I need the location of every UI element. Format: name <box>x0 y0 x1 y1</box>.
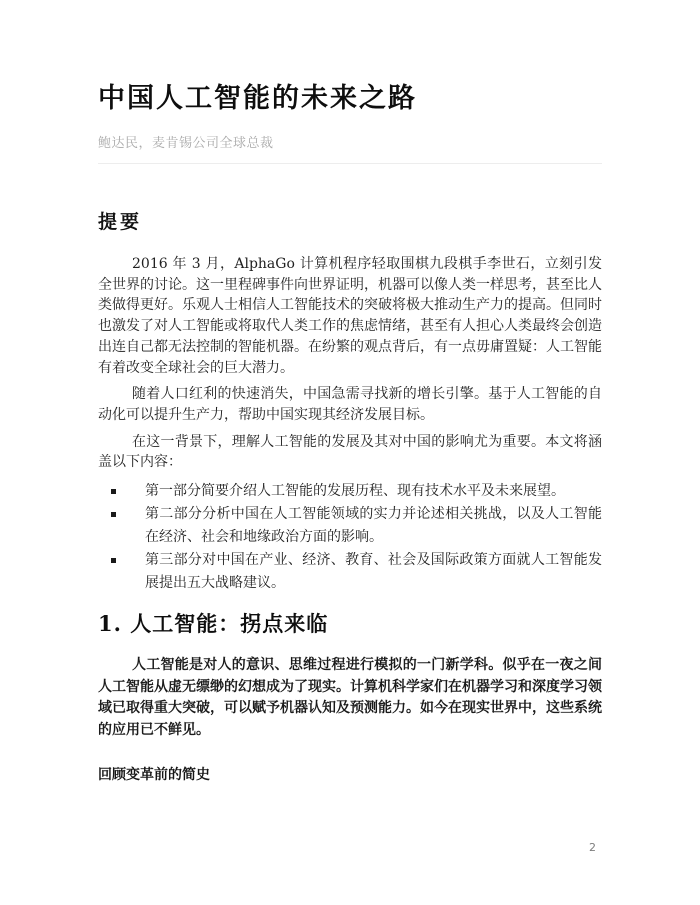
bullet-text: 第二部分分析中国在人工智能领域的实力并论述相关挑战，以及人工智能在经济、社会和地缘政治方面的影响。 <box>145 506 602 546</box>
page-content <box>98 0 602 784</box>
section-1-subheading: 回顾变革前的简史 <box>98 767 210 784</box>
bullet-square-icon <box>111 558 116 563</box>
page-number: 2 <box>589 841 596 854</box>
abstract-bullet-list <box>98 480 602 595</box>
list-item <box>98 549 602 595</box>
abstract-paragraph-3: 在这一背景下，理解人工智能的发展及其对中国的影响尤为重要。本文将涵盖以下内容： <box>98 433 602 471</box>
bullet-text: 第一部分简要介绍人工智能的发展历程、现有技术水平及未来展望。 <box>145 483 565 500</box>
bullet-text: 第三部分对中国在产业、经济、教育、社会及国际政策方面就人工智能发展提出五大战略建议。 <box>145 552 602 592</box>
page-title: 中国人工智能的未来之路 <box>98 83 417 114</box>
abstract-paragraph-1: 2016 年 3 月，AlphaGo 计算机程序轻取围棋九段棋手李世石，立刻引发全世界的讨论。这一里程碑事件向世界证明，机器可以像人类一样思考，甚至比人类做得更好。乐观人士相信人工智能技术的突破将极大推动生产力的提高。但同时也激发了对人工智能或将取代人类工作的焦虑情绪，甚至有人担心人类最终会创造出连自己都无法控制的智能机器。在纷繁的观点背后，有一点毋庸置疑：人工智能有着改变全球社会的巨大潜力。 <box>98 256 602 376</box>
bullet-square-icon <box>111 512 116 517</box>
abstract-paragraph-2: 随着人口红利的快速消失，中国急需寻找新的增长引擎。基于人工智能的自动化可以提升生产力，帮助中国实现其经济发展目标。 <box>98 386 602 423</box>
list-item <box>98 503 602 549</box>
section-1-heading: 1. 人工智能：拐点来临 <box>98 611 329 637</box>
section-1-paragraph: 人工智能是对人的意识、思维过程进行模拟的一门新学科。似乎在一夜之间人工智能从虚无缥缈的幻想成为了现实。计算机科学家们在机器学习和深度学习领域已取得重大突破，可以赋予机器认知及预测能力。如今在现实世界中，这些系统的应用已不鲜见。 <box>98 657 602 738</box>
list-item <box>98 480 602 503</box>
title-divider <box>98 163 602 164</box>
bullet-square-icon <box>111 489 116 494</box>
byline: 鲍达民，麦肯锡公司全球总裁 <box>98 136 274 151</box>
abstract-heading: 提要 <box>98 211 143 233</box>
